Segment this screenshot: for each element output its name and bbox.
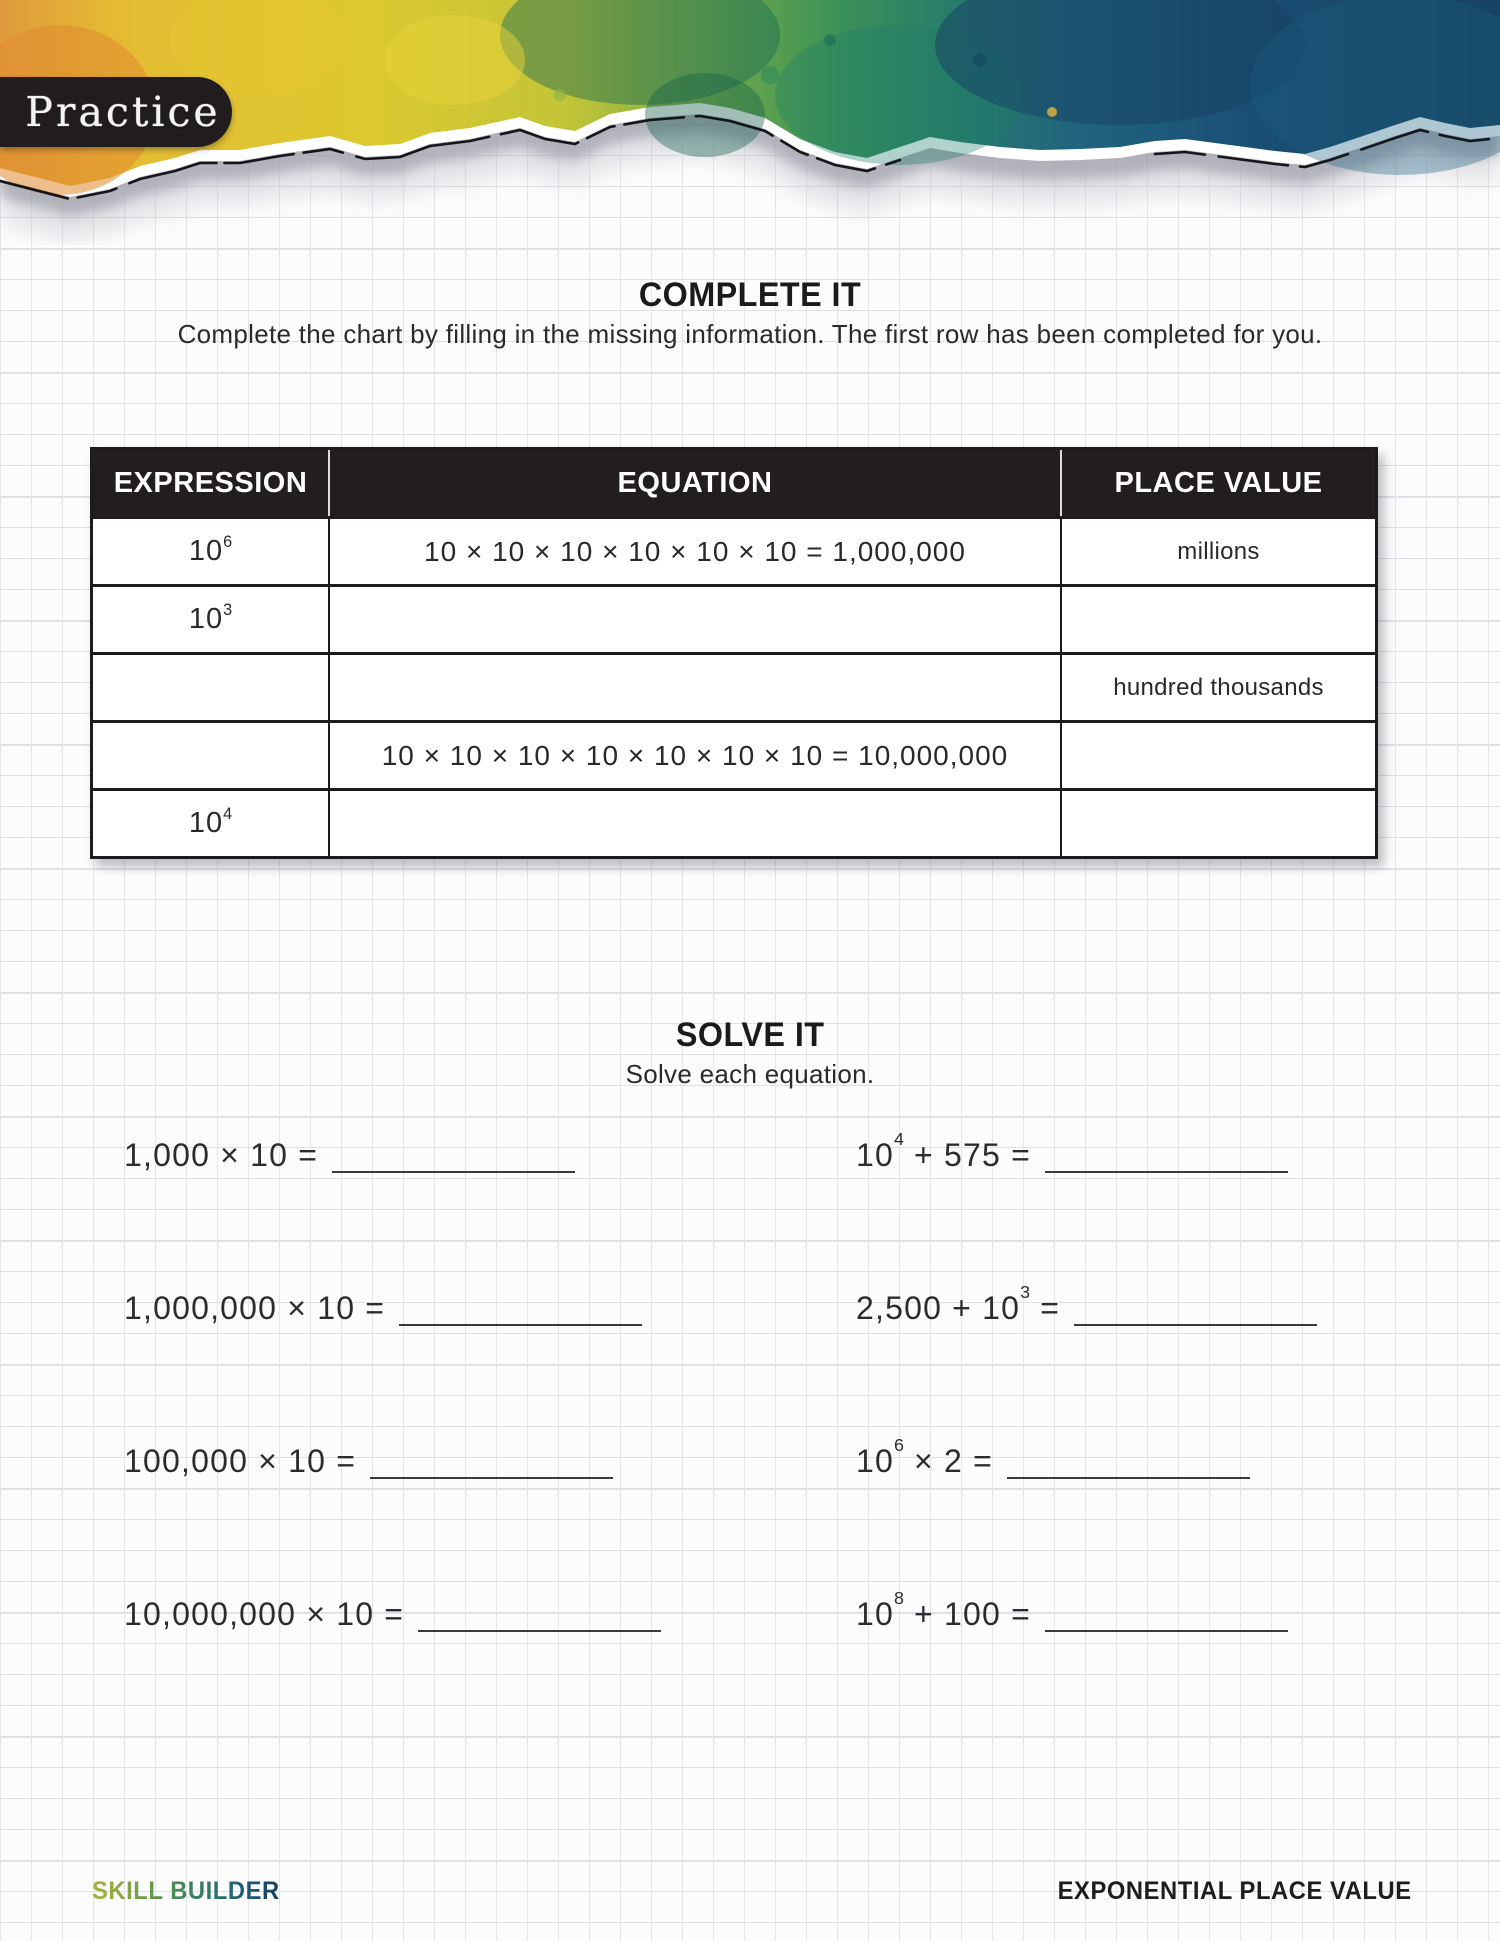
- place-value-cell: hundred thousands: [1060, 655, 1375, 720]
- answer-blank[interactable]: [332, 1143, 575, 1173]
- place-value-cell: millions: [1060, 519, 1375, 584]
- place-value-table: [90, 447, 1378, 859]
- problem-label: $2,500 + 10^3$ =: [856, 1281, 1061, 1326]
- footer-topic-label: EXPONENTIAL PLACE VALUE: [1057, 1877, 1412, 1905]
- expression-cell: 10 $^4$: [188, 805, 233, 839]
- expression-cell: 10 $^3$: [188, 601, 233, 635]
- problem-row: [124, 1595, 661, 1633]
- complete-title: COMPLETE IT: [638, 276, 862, 314]
- header-expression: EXPRESSION: [113, 466, 308, 499]
- answer-blank[interactable]: [370, 1449, 613, 1479]
- equation-cell-blank[interactable]: [328, 587, 1060, 652]
- problem-row: [856, 1128, 1288, 1174]
- expression-cell: 10 $^6$: [188, 533, 233, 567]
- practice-badge-label: Practice: [25, 88, 221, 136]
- answer-blank[interactable]: [1007, 1449, 1250, 1479]
- equation-cell-blank[interactable]: [328, 791, 1060, 856]
- place-value-cell-blank[interactable]: [1060, 587, 1375, 652]
- problem-row: [124, 1442, 613, 1480]
- table-row: [93, 516, 1375, 584]
- answer-blank[interactable]: [1045, 1602, 1288, 1632]
- problem-label: $10^4 + 575$ =: [856, 1128, 1032, 1173]
- answer-blank[interactable]: [418, 1602, 661, 1632]
- problem-label: $10^6 \times 2$ =: [856, 1434, 994, 1479]
- table-row: [93, 584, 1375, 652]
- header-equation: EQUATION: [328, 450, 1060, 516]
- problem-label: 1,000,000 × 10 =: [124, 1290, 386, 1326]
- equation-cell: 10 × 10 × 10 × 10 × 10 × 10 = 1,000,000: [328, 519, 1060, 584]
- problem-row: [856, 1281, 1317, 1327]
- complete-section-header: [0, 276, 1500, 350]
- header-place-value: PLACE VALUE: [1060, 450, 1375, 516]
- expression-cell-blank[interactable]: [93, 723, 328, 788]
- table-row: [93, 788, 1375, 856]
- problem-label: 1,000 × 10 =: [124, 1137, 319, 1173]
- problem-label: $10^8 + 100$ =: [856, 1587, 1032, 1632]
- complete-instructions: Complete the chart by filling in the missing information. The first row has been completed for you.: [177, 319, 1323, 349]
- equation-cell-blank[interactable]: [328, 655, 1060, 720]
- expression-cell-blank[interactable]: [93, 655, 328, 720]
- answer-blank[interactable]: [399, 1296, 642, 1326]
- answer-blank[interactable]: [1045, 1143, 1288, 1173]
- place-value-cell-blank[interactable]: [1060, 723, 1375, 788]
- solve-section-header: [0, 1016, 1500, 1090]
- table-header-row: [93, 450, 1375, 516]
- solve-instructions: Solve each equation.: [625, 1059, 875, 1089]
- problem-row: [856, 1587, 1288, 1633]
- problem-label: 100,000 × 10 =: [124, 1443, 357, 1479]
- table-row: [93, 652, 1375, 720]
- equation-cell: 10 × 10 × 10 × 10 × 10 × 10 × 10 = 10,000,000: [328, 723, 1060, 788]
- solve-title: SOLVE IT: [675, 1016, 825, 1054]
- table-row: [93, 720, 1375, 788]
- place-value-cell-blank[interactable]: [1060, 791, 1375, 856]
- problem-row: [124, 1289, 642, 1327]
- practice-badge: [0, 77, 232, 147]
- footer-series-label: SKILL BUILDER: [92, 1877, 280, 1905]
- problem-label: 10,000,000 × 10 =: [124, 1596, 405, 1632]
- problem-row: [124, 1136, 575, 1174]
- answer-blank[interactable]: [1074, 1296, 1317, 1326]
- problem-row: [856, 1434, 1250, 1480]
